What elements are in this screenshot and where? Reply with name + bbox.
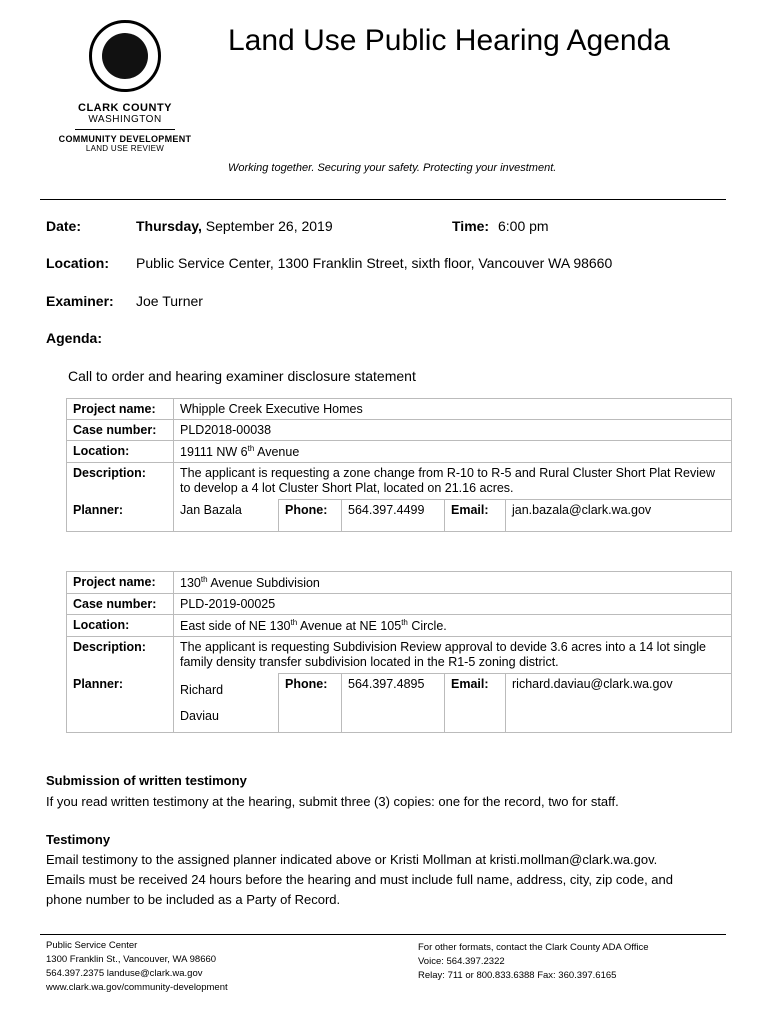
footer-contact: 564.397.2375 landuse@clark.wa.gov [46, 968, 203, 979]
submission-heading: Submission of written testimony [46, 773, 247, 788]
footer-website[interactable]: www.clark.wa.gov/community-development [46, 982, 228, 993]
submission-text: If you read written testimony at the hearing, submit three (3) copies: one for the record, two for staff. [46, 794, 619, 809]
date-day: Thursday, [136, 218, 202, 234]
project-name-value: Whipple Creek Executive Homes [174, 399, 732, 420]
county-seal-icon [89, 20, 161, 92]
description-label: Description: [67, 637, 174, 674]
org-name: CLARK COUNTY [78, 102, 172, 114]
planner-value: Jan Bazala [174, 500, 279, 532]
location-label: Location: [46, 255, 109, 271]
description-value: The applicant is requesting a zone change from R-10 to R-5 and Rural Cluster Short Plat Review to develop a 4 lot Cluster Short Plat, located on 21.16 acres. [174, 463, 732, 500]
clark-county-logo-block [40, 20, 210, 153]
phone-value: 564.397.4895 [342, 674, 445, 733]
footer-divider [40, 934, 726, 935]
table-row [67, 500, 732, 532]
date-label: Date: [46, 218, 82, 234]
case-number-value: PLD-2019-00025 [174, 594, 732, 615]
project-table-2 [66, 571, 732, 733]
footer-left [46, 939, 228, 995]
project-name-value: 130th Avenue Subdivision [174, 572, 732, 594]
description-label: Description: [67, 463, 174, 500]
table-row [67, 463, 732, 500]
testimony-heading: Testimony [46, 832, 111, 847]
footer-voice: Voice: 564.397.2322 [418, 956, 505, 967]
location-label: Location: [67, 441, 174, 463]
location-value: Public Service Center, 1300 Franklin Street, sixth floor, Vancouver WA 98660 [136, 255, 613, 271]
examiner-value: Joe Turner [136, 293, 203, 309]
org-state: WASHINGTON [88, 114, 162, 125]
phone-value: 564.397.4499 [342, 500, 445, 532]
table-row [67, 572, 732, 594]
table-row [67, 441, 732, 463]
testimony-line-3: phone number to be included as a Party of Record. [46, 892, 341, 907]
call-to-order: Call to order and hearing examiner disclosure statement [68, 368, 416, 384]
header-divider [40, 199, 726, 200]
table-row [67, 674, 732, 733]
footer-right [418, 941, 649, 983]
description-value: The applicant is requesting Subdivision Review approval to devide 3.6 acres into a 14 lot single family density transfer subdivision located in the R1-5 zoning district. [174, 637, 732, 674]
time-value: 6:00 pm [498, 218, 549, 234]
footer-address-title: Public Service Center [46, 940, 138, 951]
case-number-value: PLD2018-00038 [174, 420, 732, 441]
tagline: Working together. Securing your safety. Protecting your investment. [228, 162, 557, 174]
footer-ada: For other formats, contact the Clark County ADA Office [418, 942, 649, 953]
footer-address: 1300 Franklin St., Vancouver, WA 98660 [46, 954, 217, 965]
case-number-label: Case number: [67, 420, 174, 441]
dept-name: COMMUNITY DEVELOPMENT [58, 134, 192, 144]
phone-label: Phone: [279, 500, 342, 532]
table-row [67, 615, 732, 637]
agenda-label: Agenda: [46, 330, 102, 346]
testimony-line-1: Email testimony to the assigned planner indicated above or Kristi Mollman at kristi.mollman@clark.wa.gov. [46, 852, 658, 867]
testimony-line-2: Emails must be received 24 hours before the hearing and must include full name, address, city, zip code, and [46, 872, 673, 887]
location-label: Location: [67, 615, 174, 637]
project-name-label: Project name: [67, 399, 174, 420]
table-row [67, 420, 732, 441]
page-title: Land Use Public Hearing Agenda [228, 24, 670, 57]
table-row [67, 637, 732, 674]
email-value[interactable]: richard.daviau@clark.wa.gov [506, 674, 732, 733]
email-value[interactable]: jan.bazala@clark.wa.gov [506, 500, 732, 532]
examiner-label: Examiner: [46, 293, 114, 309]
planner-label: Planner: [67, 500, 174, 532]
location-value: 19111 NW 6th Avenue [174, 441, 732, 463]
table-row [67, 594, 732, 615]
time-label: Time: [452, 218, 490, 234]
table-row [67, 399, 732, 420]
phone-label: Phone: [279, 674, 342, 733]
dept-subname: LAND USE REVIEW [85, 144, 165, 153]
case-number-label: Case number: [67, 594, 174, 615]
date-text: September 26, 2019 [205, 218, 333, 234]
date-value [136, 218, 333, 234]
email-label: Email: [445, 674, 506, 733]
footer-relay: Relay: 711 or 800.833.6388 Fax: 360.397.6165 [418, 970, 617, 981]
org-divider [75, 129, 175, 130]
project-table-1 [66, 398, 732, 532]
planner-label: Planner: [67, 674, 174, 733]
planner-value: Richard Daviau [174, 674, 279, 733]
location-value: East side of NE 130th Avenue at NE 105th Circle. [174, 615, 732, 637]
email-label: Email: [445, 500, 506, 532]
project-name-label: Project name: [67, 572, 174, 594]
